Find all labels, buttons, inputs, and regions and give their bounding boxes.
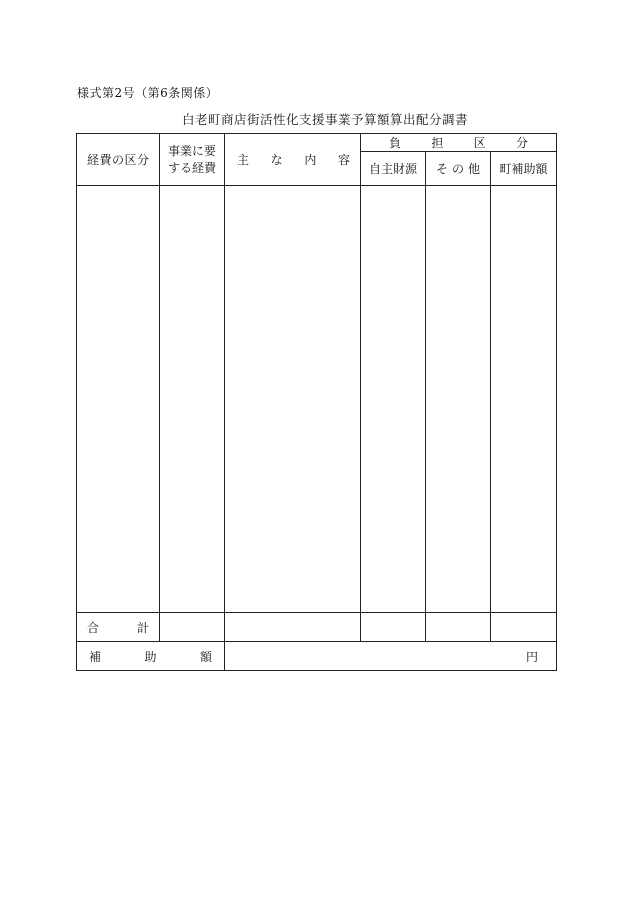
header-char: 担 bbox=[431, 136, 444, 150]
cell-other[interactable] bbox=[426, 186, 491, 613]
subsidy-amount-field[interactable] bbox=[225, 642, 557, 671]
document-title: 白老町商店街活性化支援事業予算額算出配分調書 bbox=[182, 112, 469, 127]
header-char: そ bbox=[436, 162, 449, 176]
header-char: 費 bbox=[99, 153, 112, 167]
header-char: 他 bbox=[467, 162, 480, 176]
header-char: 容 bbox=[337, 153, 350, 167]
cell-main-content[interactable] bbox=[225, 186, 361, 613]
header-char: 区 bbox=[124, 153, 137, 167]
header-line: する経費 bbox=[167, 160, 216, 175]
yen-unit: 円 bbox=[526, 649, 539, 664]
subsidy-label bbox=[77, 642, 225, 671]
header-char: 負 bbox=[389, 136, 402, 150]
label-char: 計 bbox=[136, 620, 149, 635]
header-town-subsidy: 町補助額 bbox=[491, 152, 557, 186]
header-char: 主 bbox=[237, 153, 250, 167]
budget-allocation-table bbox=[76, 133, 557, 671]
label-char: 助 bbox=[144, 649, 157, 664]
header-char: 分 bbox=[136, 153, 149, 167]
form-number: 様式第2号（第6条関係） bbox=[77, 86, 219, 100]
total-required-expense[interactable] bbox=[160, 613, 225, 642]
header-char: 区 bbox=[473, 136, 486, 150]
total-own-funds[interactable] bbox=[361, 613, 426, 642]
header-burden-division bbox=[361, 134, 557, 152]
header-char: な bbox=[270, 153, 283, 167]
header-char: 経 bbox=[87, 153, 100, 167]
header-other bbox=[426, 152, 491, 186]
cell-town-subsidy[interactable] bbox=[491, 186, 557, 613]
label-char: 補 bbox=[89, 649, 102, 664]
total-label bbox=[77, 613, 160, 642]
header-own-funds: 自主財源 bbox=[361, 152, 426, 186]
cell-expense-category[interactable] bbox=[77, 186, 160, 613]
total-town-subsidy[interactable] bbox=[491, 613, 557, 642]
header-main-content bbox=[225, 134, 361, 186]
label-char: 合 bbox=[87, 620, 100, 635]
total-other[interactable] bbox=[426, 613, 491, 642]
header-char: の bbox=[451, 162, 464, 176]
cell-own-funds[interactable] bbox=[361, 186, 426, 613]
header-char: 分 bbox=[515, 136, 528, 150]
header-char: 内 bbox=[304, 153, 317, 167]
header-char: の bbox=[111, 153, 124, 167]
header-line: 事業に要 bbox=[167, 143, 216, 158]
total-main-content[interactable] bbox=[225, 613, 361, 642]
cell-required-expense[interactable] bbox=[160, 186, 225, 613]
header-required-expense bbox=[160, 134, 225, 186]
label-char: 額 bbox=[199, 649, 212, 664]
header-expense-category bbox=[77, 134, 160, 186]
